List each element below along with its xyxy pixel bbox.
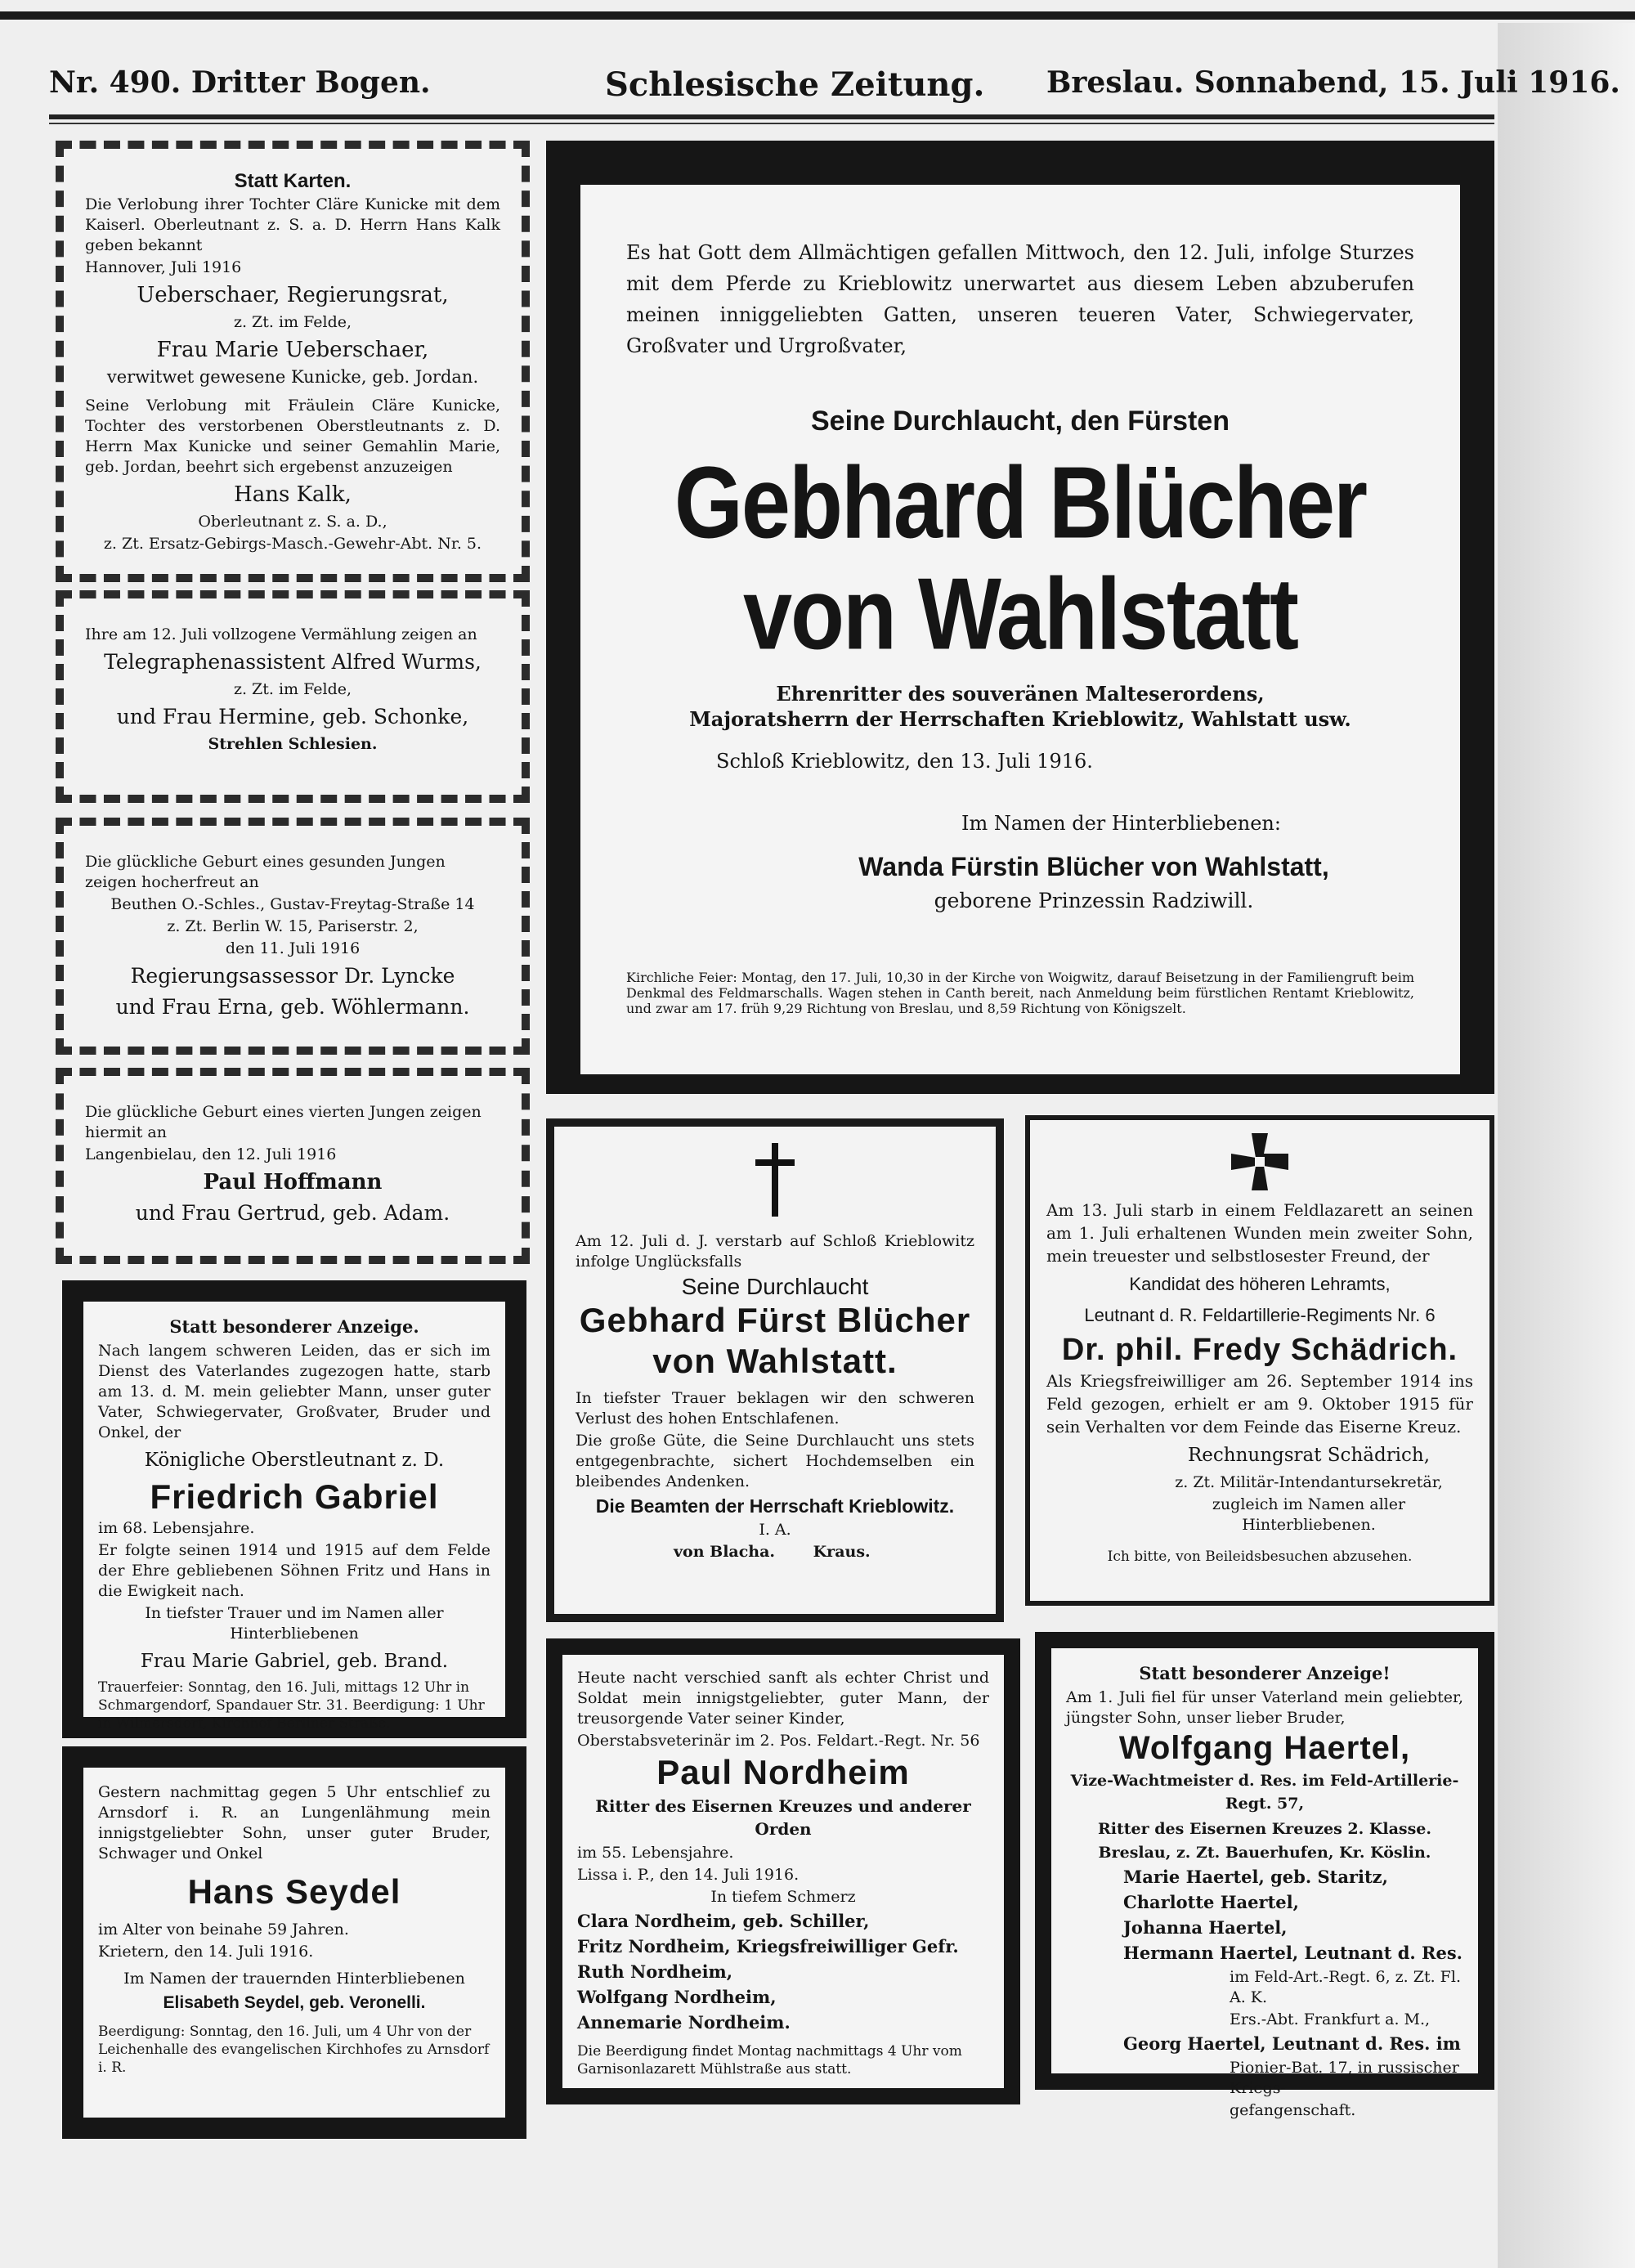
- haertel-head: Statt besonderer Anzeige!: [1139, 1663, 1391, 1683]
- obituary-seydel: [62, 1746, 526, 2139]
- ad4-place: Langenbielau, den 12. Juli 1916: [85, 1145, 337, 1163]
- obituary-nordheim: [546, 1638, 1020, 2104]
- bluecher2-signer2: Kraus.: [813, 1543, 871, 1561]
- ad2-name1-note: z. Zt. im Felde,: [233, 680, 352, 698]
- haertel-mourner2: Charlotte Haertel,: [1123, 1892, 1299, 1912]
- birth-announcement-1: [56, 818, 530, 1055]
- schaedrich-text: Am 13. Juli starb in einem Feldlazarett an seinen am 1. Juli erhaltenen Wunden mein zweiter Sohn, mein treuester und selbstlosester Freund, der: [1046, 1200, 1473, 1266]
- main-title1: Ehrenritter des souveränen Malteserordens,: [776, 682, 1265, 706]
- main-title: Seine Durchlaucht, den Fürsten: [811, 406, 1230, 437]
- ad2-text: Ihre am 12. Juli vollzogene Vermählung zeigen an: [85, 625, 477, 643]
- bluecher2-title: Seine Durchlaucht: [681, 1274, 869, 1299]
- seydel-signature: Elisabeth Seydel, geb. Veronelli.: [163, 1993, 426, 2012]
- ad3-line1: Beuthen O.-Schles., Gustav-Freytag-Straße 14: [110, 895, 475, 913]
- nordheim-mourner5: Annemarie Nordheim.: [577, 2012, 791, 2033]
- masthead-rule-thin: [49, 123, 1494, 124]
- ad3-line3: den 11. Juli 1916: [225, 939, 361, 957]
- gabriel-age: im 68. Lebensjahre.: [98, 1519, 255, 1537]
- nordheim-text: Heute nacht verschied sanft als echter Christ und Soldat mein innigstgeliebter, guter Mann, der treusorgende Vater seiner Kinder,: [577, 1669, 989, 1728]
- haertel-title2: Ritter des Eisernen Kreuzes 2. Klasse.: [1098, 1820, 1431, 1838]
- gabriel-rank: Königliche Oberstleutnant z. D.: [144, 1450, 445, 1471]
- schaedrich-signature2: z. Zt. Militär-Intendantursekretär,: [1175, 1473, 1443, 1491]
- ad1-name3-rank: Oberleutnant z. S. a. D.,: [198, 513, 387, 531]
- ad1-name1: Ueberschaer, Regierungsrat,: [137, 283, 449, 307]
- schaedrich-title1: Kandidat des höheren Lehramts,: [1129, 1274, 1391, 1294]
- bluecher2-text: Am 12. Juli d. J. verstarb auf Schloß Krieblowitz infolge Unglücksfalls: [576, 1232, 974, 1271]
- bluecher2-text3: Die große Güte, die Seine Durchlaucht uns stets entgegenbrachte, sichert Hochdemselben ein bleibendes Andenken.: [576, 1432, 974, 1490]
- schaedrich-title2: Leutnant d. R. Feldartillerie-Regiments Nr. 6: [1084, 1305, 1436, 1325]
- nordheim-footer: Die Beerdigung findet Montag nachmittags 4 Uhr vom Garnisonlazarett Mühlstraße aus statt.: [577, 2043, 962, 2078]
- seydel-text: Gestern nachmittag gegen 5 Uhr entschlief zu Arnsdorf i. R. an Lungenlähmung mein innigstgeliebter Sohn, unser guter Bruder, Schwager und Onkel: [98, 1783, 490, 1862]
- schaedrich-signature: Rechnungsrat Schädrich,: [1187, 1445, 1431, 1466]
- main-name: Gebhard Blücher von Wahlstatt: [674, 446, 1367, 670]
- haertel-mourner4-unit2: Ers.-Abt. Frankfurt a. M.,: [1230, 2010, 1431, 2028]
- ad2-name1: Telegraphenassistent Alfred Wurms,: [104, 650, 482, 674]
- gabriel-text3: In tiefster Trauer und im Namen aller Hinterbliebenen: [145, 1604, 444, 1643]
- wedding-announcement: [56, 590, 530, 803]
- ad3-line2: z. Zt. Berlin W. 15, Pariserstr. 2,: [167, 917, 419, 935]
- gabriel-text2: Er folgte seinen 1914 und 1915 auf dem Felde der Ehre gebliebenen Söhnen Fritz und Hans in die Ewigkeit nach.: [98, 1541, 490, 1600]
- nordheim-name: Paul Nordheim: [656, 1753, 910, 1791]
- main-on-behalf: Im Namen der Hinterbliebenen:: [961, 812, 1281, 835]
- bluecher2-signature: Die Beamten der Herrschaft Krieblowitz.: [595, 1495, 955, 1517]
- nordheim-grief: In tiefem Schmerz: [710, 1888, 856, 1906]
- ad1-name2-note: verwitwet gewesene Kunicke, geb. Jordan.: [106, 367, 479, 387]
- schaedrich-footer: Ich bitte, von Beileidsbesuchen abzusehen.: [1107, 1549, 1413, 1565]
- seydel-age: im Alter von beinahe 59 Jahren.: [98, 1921, 349, 1939]
- issue-date: Breslau. Sonnabend, 15. Juli 1916.: [1046, 65, 1620, 100]
- ad4-text: Die glückliche Geburt eines vierten Jungen zeigen hiermit an: [85, 1103, 482, 1141]
- obituary-gabriel: [62, 1280, 526, 1738]
- haertel-mourner4: Hermann Haertel, Leutnant d. Res.: [1123, 1943, 1463, 1963]
- haertel-mourner3: Johanna Haertel,: [1123, 1917, 1288, 1938]
- bluecher2-text2: In tiefster Trauer beklagen wir den schweren Verlust des hohen Entschlafenen.: [576, 1389, 974, 1428]
- ad4-name2: und Frau Gertrud, geb. Adam.: [135, 1201, 450, 1225]
- nordheim-title: Ritter des Eisernen Kreuzes und anderer Orden: [595, 1796, 971, 1839]
- gabriel-footer: Trauerfeier: Sonntag, den 16. Juli, mittags 12 Uhr in Schmargendorf, Spandauer Str. 31. Beerdigung: 1 Uhr in Wilmersdorf, Kirchhof Berliner Straße.: [98, 1679, 485, 1732]
- main-title2: Majoratsherrn der Herrschaften Krieblowitz, Wahlstatt usw.: [689, 707, 1351, 731]
- haertel-name: Wolfgang Haertel,: [1118, 1730, 1411, 1766]
- ad1-name3: Hans Kalk,: [234, 482, 352, 507]
- haertel-mourner4-unit: im Feld-Art.-Regt. 6, z. Zt. Fl. A. K.: [1230, 1968, 1461, 2006]
- obituary-schaedrich: [1025, 1115, 1494, 1606]
- ad2-place: Strehlen Schlesien.: [208, 735, 378, 753]
- nordheim-place: Lissa i. P., den 14. Juli 1916.: [577, 1866, 800, 1884]
- birth-announcement-2: [56, 1068, 530, 1264]
- ad1-place: Hannover, Juli 1916: [85, 258, 242, 276]
- ad3-name1: Regierungsassessor Dr. Lyncke: [130, 964, 455, 988]
- ad1-name3-unit: z. Zt. Ersatz-Gebirgs-Masch.-Gewehr-Abt. Nr. 5.: [103, 535, 482, 553]
- nordheim-mourner4: Wolfgang Nordheim,: [577, 1987, 777, 2007]
- ad1-name1-note: z. Zt. im Felde,: [233, 313, 352, 331]
- haertel-mourner5-unit2: gefangenschaft.: [1230, 2101, 1356, 2119]
- schaedrich-name: Dr. phil. Fredy Schädrich.: [1061, 1333, 1458, 1367]
- main-footer: Kirchliche Feier: Montag, den 17. Juli, 10,30 in der Kirche von Woigwitz, darauf Beisetzung in der Familiengruft beim Denkmal des Feldmarschalls. Wagen stehen in Canth bereit, nach Anmeldung beim fürstlichen Rentamt Krieblowitz, und zwar am 17. früh 9,29 Richtung von Breslau, und 8,59 Richtung von Königszelt.: [626, 970, 1414, 1016]
- ad4-name1: Paul Hoffmann: [203, 1170, 383, 1195]
- seydel-footer: Beerdigung: Sonntag, den 16. Juli, um 4 Uhr von der Leichenhalle des evangelischen Kirchhofes zu Arnsdorf i. R.: [98, 2024, 490, 2076]
- haertel-mourner1: Marie Haertel, geb. Staritz,: [1123, 1867, 1388, 1887]
- top-border: [0, 11, 1635, 20]
- bluecher2-name1: Gebhard Fürst Blücher: [579, 1301, 971, 1339]
- haertel-place: Breslau, z. Zt. Bauerhufen, Kr. Köslin.: [1098, 1844, 1431, 1862]
- cross-icon: [750, 1143, 800, 1217]
- obituary-haertel: [1035, 1632, 1494, 2119]
- ad1-title: Statt Karten.: [234, 170, 352, 192]
- obituary-bluecher-officials: [546, 1118, 1004, 1622]
- ad1-text2: Seine Verlobung mit Fräulein Cläre Kunicke, Tochter des verstorbenen Oberstleutnants z. D. Herrn Max Kunicke und seiner Gemahlin Marie, geb. Jordan, beehrt sich ergebenst anzuzeigen: [85, 397, 500, 476]
- haertel-text: Am 1. Juli fiel für unser Vaterland mein geliebter, jüngster Sohn, unser lieber Bruder,: [1066, 1688, 1463, 1727]
- ad1-text: Die Verlobung ihrer Tochter Cläre Kunicke mit dem Kaiserl. Oberleutnant z. S. a. D. Herrn Hans Kalk geben bekannt: [85, 195, 500, 254]
- obituary-bluecher-main: [546, 141, 1494, 1094]
- seydel-text2: Im Namen der trauernden Hinterbliebenen: [123, 1970, 465, 1988]
- newspaper-title: Schlesische Zeitung.: [605, 65, 985, 104]
- seydel-place: Krietern, den 14. Juli 1916.: [98, 1943, 314, 1961]
- nordheim-age: im 55. Lebensjahre.: [577, 1844, 734, 1862]
- ad1-name2: Frau Marie Ueberschaer,: [156, 338, 429, 362]
- issue-number: Nr. 490. Dritter Bogen.: [49, 65, 431, 100]
- nordheim-mourner3: Ruth Nordheim,: [577, 1961, 733, 1982]
- iron-cross-icon: [1231, 1133, 1288, 1190]
- main-widow: Wanda Fürstin Blücher von Wahlstatt,: [858, 852, 1329, 881]
- engagement-announcement: [56, 141, 530, 582]
- gabriel-signature: Frau Marie Gabriel, geb. Brand.: [140, 1651, 449, 1672]
- ad3-text: Die glückliche Geburt eines gesunden Jungen zeigen hocherfreut an: [85, 853, 446, 891]
- schaedrich-signature3: zugleich im Namen aller Hinterbliebenen.: [1212, 1495, 1406, 1534]
- gabriel-name: Friedrich Gabriel: [150, 1477, 439, 1516]
- ad3-name2: und Frau Erna, geb. Wöhlermann.: [115, 995, 470, 1019]
- seydel-name: Hans Seydel: [187, 1872, 401, 1911]
- haertel-mourner5: Georg Haertel, Leutnant d. Res. im: [1123, 2033, 1461, 2054]
- nordheim-mourner2: Fritz Nordheim, Kriegsfreiwilliger Gefr.: [577, 1936, 959, 1956]
- main-place: Schloß Krieblowitz, den 13. Juli 1916.: [716, 750, 1093, 773]
- bluecher2-signer1: von Blacha.: [674, 1543, 776, 1561]
- bluecher2-name2: von Wahlstatt.: [652, 1342, 898, 1380]
- masthead-rule: [49, 114, 1494, 119]
- page-margin: [1498, 23, 1635, 2268]
- ad2-name2: und Frau Hermine, geb. Schonke,: [116, 705, 469, 728]
- main-intro: Es hat Gott dem Allmächtigen gefallen Mittwoch, den 12. Juli, infolge Sturzes mit dem Pferde zu Krieblowitz unerwartet aus diesem Leben abzuberufen meinen inniggeliebten Gatten, unseren teueren Vater, Schwiegervater, Großvater und Urgroßvater,: [626, 241, 1414, 357]
- schaedrich-text2: Als Kriegsfreiwilliger am 26. September 1914 ins Feld gezogen, erhielt er am 9. Oktober 1915 für sein Verhalten vor dem Feinde das Eiserne Kreuz.: [1046, 1371, 1473, 1437]
- gabriel-text: Nach langem schweren Leiden, das er sich im Dienst des Vaterlandes zugezogen hatte, starb am 13. d. M. mein geliebter Mann, unser guter Vater, Schwiegervater, Großvater, Bruder und Onkel, der: [98, 1342, 490, 1441]
- haertel-mourner5-unit: Pionier-Bat. 17, in russischer Kriegs-: [1230, 2059, 1459, 2097]
- bluecher2-ia: I. A.: [759, 1521, 791, 1539]
- nordheim-rank: Oberstabsveterinär im 2. Pos. Feldart.-Regt. Nr. 56: [577, 1732, 980, 1750]
- main-born: geborene Prinzessin Radziwill.: [934, 889, 1254, 912]
- haertel-title1: Vize-Wachtmeister d. Res. im Feld-Artillerie-Regt. 57,: [1070, 1772, 1459, 1813]
- nordheim-mourner1: Clara Nordheim, geb. Schiller,: [577, 1911, 870, 1931]
- gabriel-head: Statt besonderer Anzeige.: [169, 1316, 419, 1337]
